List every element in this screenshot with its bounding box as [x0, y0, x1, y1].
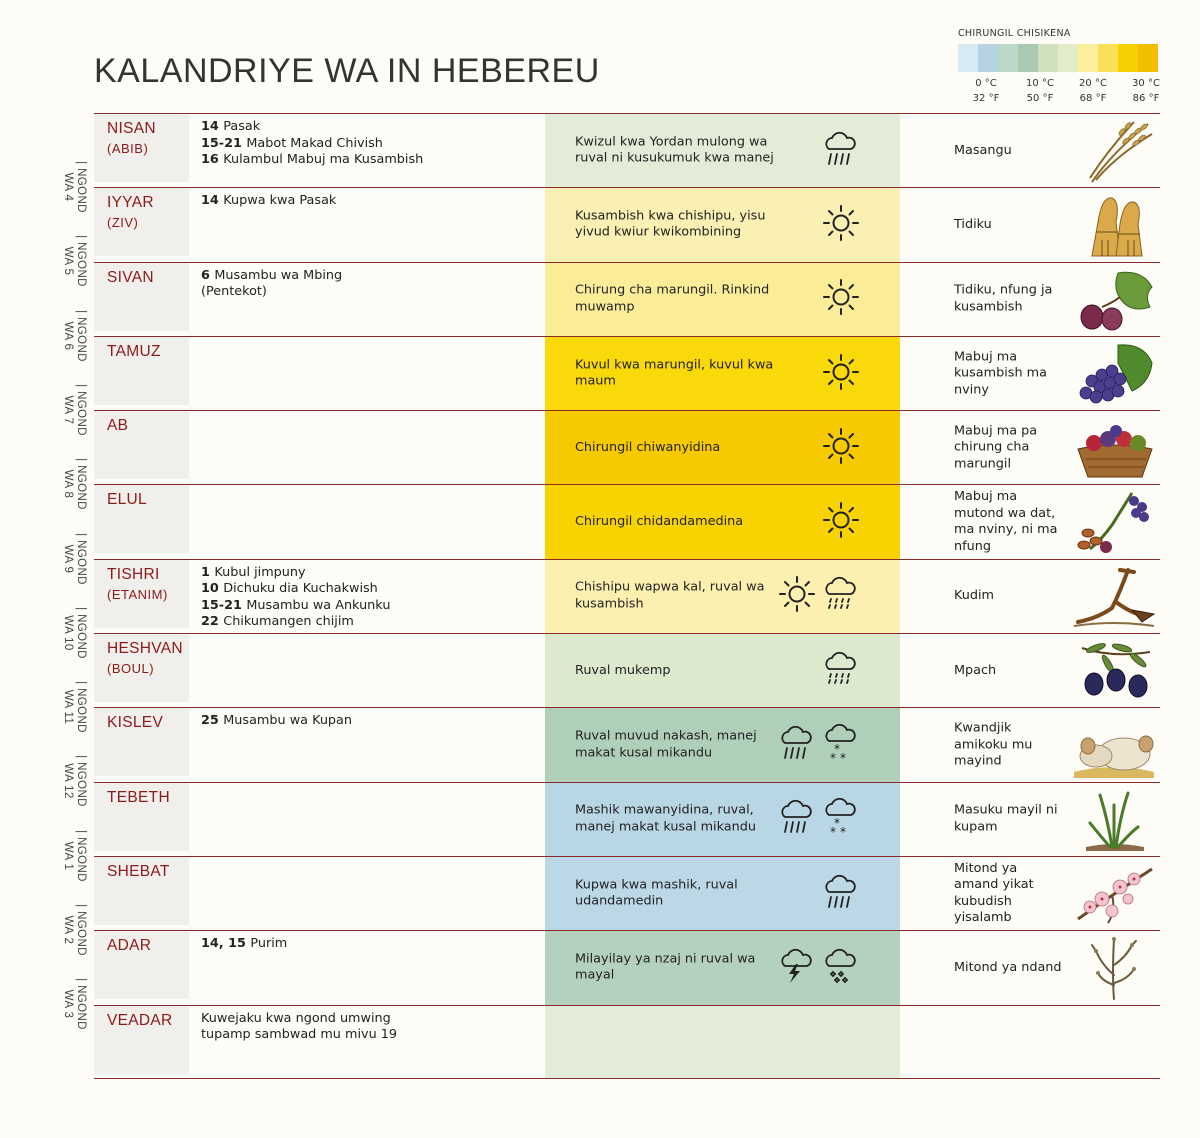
event-item [201, 614, 541, 631]
month-name: AB [107, 417, 129, 435]
month-row [94, 856, 1160, 930]
month-name: HESHVAN [107, 640, 183, 658]
month-row [94, 484, 1160, 558]
month-name: KISLEV [107, 714, 164, 732]
weather-icons [776, 946, 860, 990]
climate-cell [545, 931, 900, 1004]
crop-text: Mabuj ma mutond wa dat, ma nviny, ni ma nfung [954, 489, 1058, 554]
month-name: NISAN [107, 120, 156, 137]
rain-cloud-icon [776, 797, 816, 841]
thunder-cloud-icon [776, 946, 816, 990]
grapes-icon [1072, 341, 1156, 407]
crop-text: Mitond ya ndand [954, 959, 1062, 975]
event-text: Musambu wa Ankunku [246, 597, 391, 613]
rain-cloud-icon [776, 723, 816, 767]
month-cell [94, 411, 189, 479]
event-day: 15-21 [201, 135, 247, 151]
legend-tick-fahrenheit: 68 °F [1079, 93, 1107, 104]
svg-text:*: * [830, 751, 836, 764]
month-row [94, 930, 1160, 1004]
event-text: Mabot Makad Chivish [246, 135, 383, 151]
sheep-icon [1072, 712, 1156, 778]
month-cell [94, 931, 189, 999]
crop-text: Masuku mayil ni kupam [954, 802, 1058, 835]
month-cell [94, 634, 189, 702]
legend-tick-celsius: 30 °C [1132, 78, 1160, 89]
svg-text:*: * [840, 825, 846, 838]
month-cell [94, 783, 189, 851]
crop-text: Mabuj ma kusambish ma nviny [954, 348, 1047, 397]
legend-color-bar [958, 44, 1158, 72]
month-number-label: | NGOND WA 5 [62, 235, 88, 288]
event-item [201, 581, 541, 598]
flax-icon [1072, 935, 1156, 1001]
legend-swatch [998, 44, 1018, 72]
month-number-label: | NGOND WA 12 [62, 755, 88, 808]
weather-icons [820, 129, 860, 173]
legend-tick-celsius: 10 °C [1026, 78, 1054, 89]
weather-icons [776, 797, 860, 841]
crop-text: Tidiku, nfung ja kusambish [954, 282, 1053, 315]
dates-icon [1072, 489, 1156, 555]
climate-text: Chishipu wapwa kal, ruval wa kusambish [575, 579, 765, 612]
climate-text: Milayilay ya nzaj ni ruval wa mayal [575, 951, 756, 983]
snow-cloud-icon [820, 797, 860, 841]
month-number-label: | NGOND WA 10 [62, 606, 88, 659]
climate-cell [545, 263, 900, 336]
event-day: 22 [201, 614, 224, 630]
drizzle-cloud-icon [820, 574, 860, 618]
crop-text: Mabuj ma pa chirung cha marungil [954, 423, 1038, 472]
event-text: Kubul jimpuny [214, 564, 306, 580]
event-item [201, 565, 541, 582]
legend-tick-fahrenheit: 86 °F [1132, 93, 1160, 104]
climate-cell [545, 783, 900, 856]
month-number-label: | NGOND WA 6 [62, 309, 88, 362]
month-number-label: | NGOND WA 7 [62, 383, 88, 436]
event-item [201, 193, 541, 210]
month-number-column [56, 113, 92, 1079]
sun-icon [778, 575, 816, 617]
wheat-sheaf-icon [1072, 192, 1156, 258]
event-text: Dichuku dia Kuchakwish [223, 581, 378, 597]
fig-icon [1072, 267, 1156, 333]
crop-text: Mpach [954, 662, 997, 678]
event-item [201, 936, 541, 953]
month-alt-name: (ZIV) [107, 215, 139, 231]
climate-cell [545, 708, 900, 781]
event-item [201, 1027, 541, 1044]
plow-icon [1072, 564, 1156, 630]
legend-swatch [1138, 44, 1158, 72]
month-number-label: | NGOND WA 4 [62, 161, 88, 213]
month-number-label: | NGOND WA 2 [62, 904, 88, 956]
month-cell [94, 114, 189, 182]
month-alt-name: (ABIB) [107, 141, 149, 156]
event-item [201, 152, 541, 169]
legend-tick [1126, 76, 1166, 106]
crop-text: Kudim [954, 588, 995, 604]
svg-text:*: * [834, 742, 840, 757]
crop-text: Mitond ya amand yikat kubudish yisalamb [954, 860, 1034, 926]
almond-blossom-icon [1072, 861, 1156, 927]
weather-icons [820, 872, 860, 916]
sun-icon [822, 353, 860, 395]
climate-cell [545, 560, 900, 633]
event-day: 14 [201, 119, 224, 134]
month-name: SIVAN [107, 268, 154, 286]
weather-icons [776, 723, 860, 767]
legend-swatch [958, 44, 978, 72]
month-name: ADAR [107, 937, 152, 955]
climate-cell [545, 857, 900, 930]
crop-text: Masangu [954, 142, 1012, 158]
event-text: Purim [250, 936, 288, 952]
weather-icons [822, 278, 860, 320]
event-item [201, 136, 541, 153]
rain-cloud-icon [820, 129, 860, 173]
temperature-legend [958, 28, 1158, 108]
event-text: Kuwejaku kwa ngond umwing [201, 1010, 391, 1026]
weather-icons [822, 427, 860, 469]
event-day: 6 [201, 267, 215, 283]
legend-swatch [1078, 44, 1098, 72]
events-cell [201, 193, 541, 210]
event-item [201, 284, 541, 301]
sun-icon [822, 501, 860, 543]
event-text: (Pentekot) [201, 284, 267, 300]
month-cell [94, 337, 189, 405]
climate-cell [545, 634, 900, 707]
crop-text: Kwandjik amikoku mu mayind [954, 720, 1033, 769]
month-row [94, 410, 1160, 484]
climate-text: Kupwa kwa mashik, ruval udandamedin [575, 877, 738, 909]
climate-cell [545, 411, 900, 484]
climate-text: Chirungil chidandamedina [575, 513, 744, 529]
weather-icons [822, 204, 860, 246]
legend-swatch [1038, 44, 1058, 72]
climate-text: Kwizul kwa Yordan mulong wa ruval ni kusukumuk kwa manej [575, 134, 774, 166]
month-row [94, 633, 1160, 707]
legend-swatch [1058, 44, 1078, 72]
sun-icon [822, 204, 860, 246]
sprout-icon [1072, 787, 1156, 853]
legend-swatch [1098, 44, 1118, 72]
legend-tick [1020, 76, 1060, 106]
month-cell [94, 560, 189, 628]
event-item [201, 119, 541, 136]
legend-tick [1073, 76, 1113, 106]
event-day: 14, 15 [201, 936, 251, 952]
month-row [94, 559, 1160, 633]
month-cell [94, 708, 189, 776]
month-cell [94, 485, 189, 553]
event-item [201, 268, 541, 285]
events-cell [201, 1011, 541, 1044]
weather-icons [822, 353, 860, 395]
legend-title: CHIRUNGIL CHISIKENA [958, 28, 1071, 39]
climate-text: Chirungil chiwanyidina [575, 439, 721, 455]
event-text: Chikumangen chijim [223, 614, 354, 630]
legend-tick-fahrenheit: 32 °F [972, 93, 1000, 104]
drizzle-cloud-icon [820, 649, 860, 693]
legend-tick-celsius: 0 °C [975, 78, 997, 89]
climate-cell [545, 188, 900, 261]
events-cell [201, 713, 541, 730]
legend-tick-celsius: 20 °C [1079, 78, 1107, 89]
event-text: Kupwa kwa Pasak [223, 193, 337, 209]
month-alt-name: (ETANIM) [107, 586, 168, 602]
month-number-label: | NGOND WA 8 [62, 458, 88, 511]
events-cell [201, 119, 541, 169]
month-alt-name: (BOUL) [107, 661, 155, 677]
climate-text: Chirung cha marungil. Rinkind muwamp [575, 282, 770, 315]
month-name: IYYAR [107, 194, 154, 212]
event-item [201, 713, 541, 730]
month-row [94, 707, 1160, 781]
weather-icons [778, 574, 860, 618]
events-cell [201, 565, 541, 631]
event-text: Pasak [223, 119, 261, 134]
crop-text: Tidiku [954, 216, 992, 232]
hail-cloud-icon [820, 946, 860, 990]
legend-swatch [978, 44, 998, 72]
weather-icons [820, 649, 860, 693]
climate-cell [545, 485, 900, 558]
calendar-table [94, 113, 1160, 1079]
climate-cell [545, 114, 900, 187]
event-item [201, 598, 541, 615]
event-day: 14 [201, 193, 224, 209]
month-row [94, 262, 1160, 336]
legend-swatch [1118, 44, 1138, 72]
svg-text:*: * [834, 816, 840, 831]
fruit-basket-icon [1072, 415, 1156, 481]
legend-swatch [1018, 44, 1038, 72]
climate-text: Ruval muvud nakash, manej makat kusal mikandu [575, 728, 757, 761]
sun-icon [822, 427, 860, 469]
month-name: ELUL [107, 491, 147, 509]
month-number-label: | NGOND WA 11 [62, 681, 88, 733]
month-row [94, 336, 1160, 410]
legend-tick-fahrenheit: 50 °F [1026, 93, 1054, 104]
month-number-label: | NGOND WA 1 [62, 829, 88, 882]
event-day: 10 [201, 581, 224, 597]
svg-text:*: * [830, 825, 836, 838]
climate-text: Kuvul kwa marungil, kuvul kwa maum [575, 357, 774, 389]
month-name: TAMUZ [107, 342, 161, 360]
month-number-label: | NGOND WA 9 [62, 532, 88, 585]
month-name: SHEBAT [107, 862, 170, 880]
month-row [94, 187, 1160, 261]
month-row [94, 782, 1160, 856]
page-title: KALANDRIYE WA IN HEBEREU [94, 52, 600, 90]
climate-cell [545, 1006, 900, 1078]
legend-tick [966, 76, 1006, 106]
events-cell [201, 268, 541, 301]
climate-text: Mashik mawanyidina, ruval, manej makat kusal mikandu [575, 802, 756, 835]
month-row [94, 113, 1160, 187]
month-cell [94, 857, 189, 925]
month-name: TISHRI [107, 565, 160, 583]
event-day: 16 [201, 152, 224, 167]
event-text: Musambu wa Mbing [214, 267, 343, 283]
weather-icons [822, 501, 860, 543]
month-cell [94, 263, 189, 331]
snow-cloud-icon [820, 723, 860, 767]
month-cell [94, 188, 189, 256]
month-name: VEADAR [107, 1011, 173, 1029]
event-text: Kulambul Mabuj ma Kusambish [223, 152, 424, 167]
month-name: TEBETH [107, 788, 170, 806]
month-row [94, 1005, 1160, 1079]
svg-text:*: * [840, 751, 846, 764]
rain-cloud-icon [820, 872, 860, 916]
month-number-label: | NGOND WA 3 [62, 978, 88, 1031]
climate-cell [545, 337, 900, 410]
olive-icon [1072, 638, 1156, 704]
barley-icon [1072, 118, 1156, 184]
event-item [201, 1011, 541, 1028]
events-cell [201, 936, 541, 953]
event-day: 1 [201, 564, 215, 580]
event-text: Musambu wa Kupan [223, 713, 353, 729]
month-cell [94, 1006, 189, 1074]
legend-ticks [958, 76, 1158, 108]
event-text: tupamp sambwad mu mivu 19 [201, 1027, 398, 1043]
sun-icon [822, 278, 860, 320]
climate-text: Ruval mukemp [575, 662, 671, 678]
event-day: 15-21 [201, 597, 247, 613]
event-day: 25 [201, 713, 224, 729]
climate-text: Kusambish kwa chishipu, yisu yivud kwiur kwikombining [575, 208, 766, 240]
